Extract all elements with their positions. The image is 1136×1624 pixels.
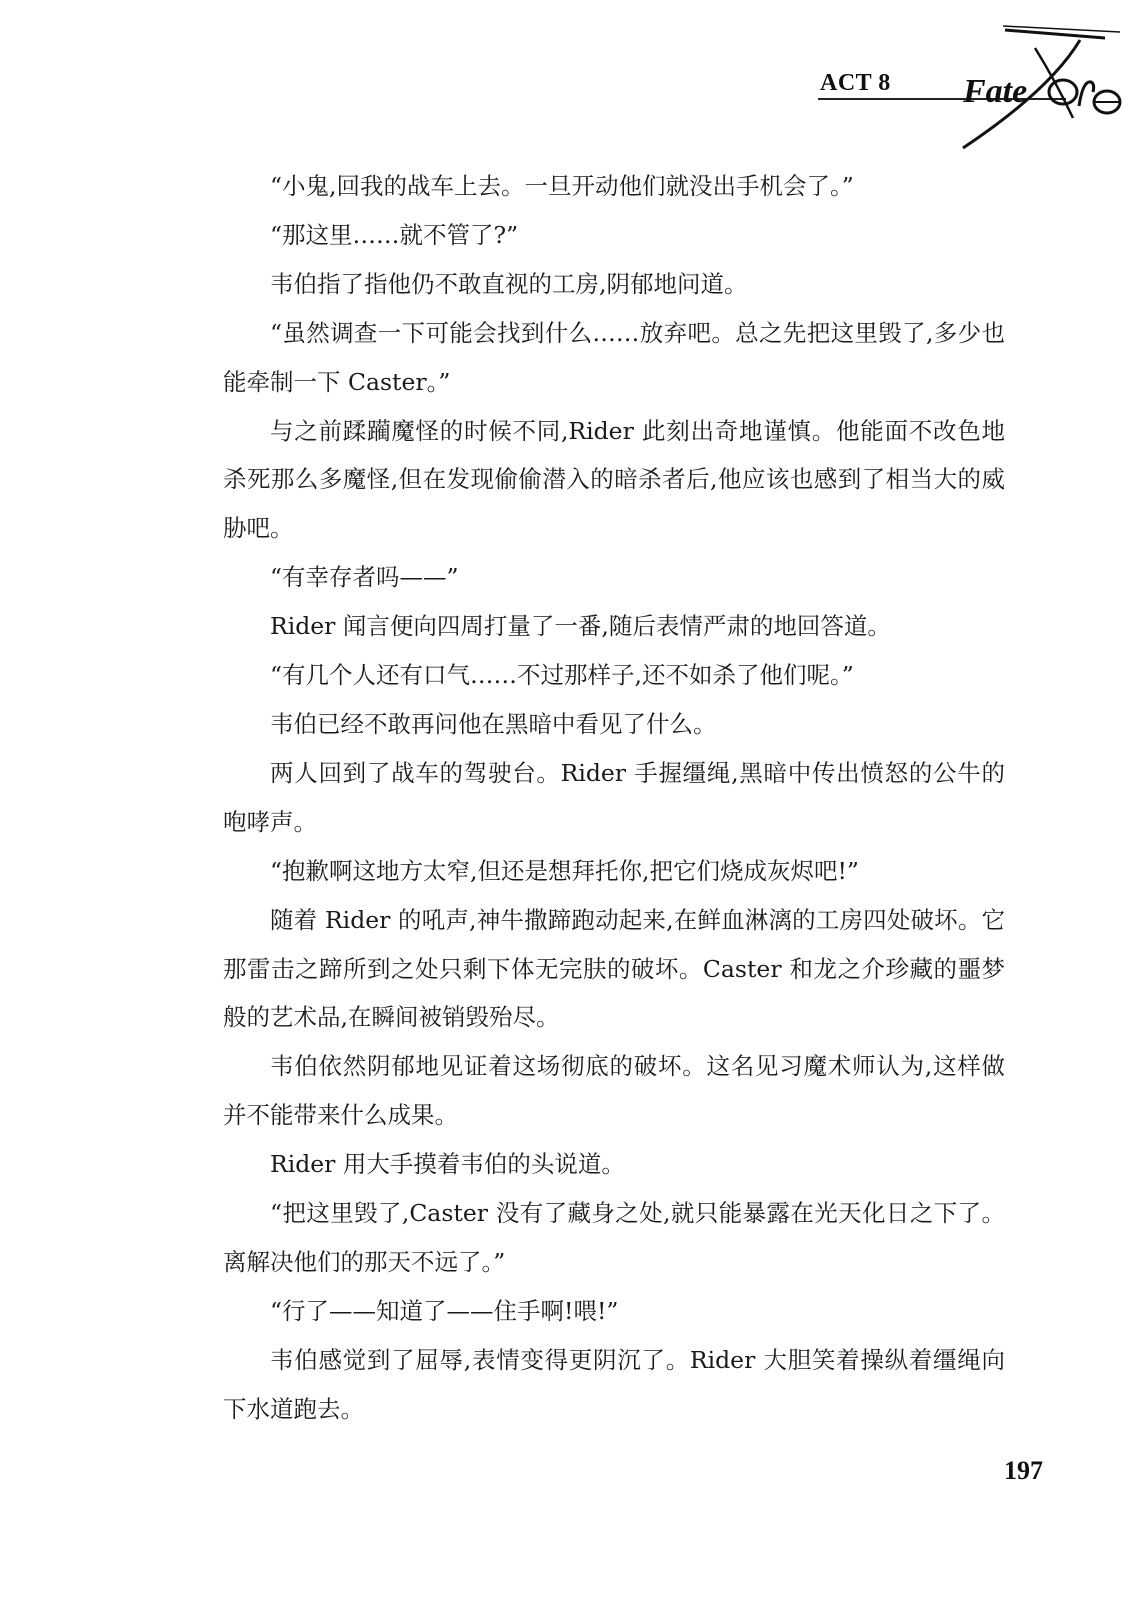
paragraph: 与之前蹂躏魔怪的时候不同,Rider 此刻出奇地谨慎。他能面不改色地杀死那么多魔怪,但在发现偷偷潜入的暗杀者后,他应该也感到了相当大的威胁吧。: [223, 416, 1005, 543]
fate-zero-logo-graphic: [955, 20, 1125, 160]
paragraph: “有几个人还有口气……不过那样子,还不如杀了他们呢。”: [270, 661, 854, 690]
paragraph: 韦伯指了指他仍不敢直视的工房,阴郁地问道。: [270, 269, 748, 298]
paragraph: “那这里……就不管了?”: [270, 220, 519, 249]
paragraph: 韦伯已经不敢再问他在黑暗中看见了什么。: [270, 709, 717, 738]
chapter-label: ACT 8: [820, 70, 891, 96]
fate-zero-logo: [955, 20, 1125, 160]
page-header: [0, 0, 1136, 160]
logo-fate-text: Fate: [963, 73, 1028, 110]
paragraph: “小鬼,回我的战车上去。一旦开动他们就没出手机会了。”: [270, 172, 854, 200]
paragraph: “把这里毁了,Caster 没有了藏身之处,就只能暴露在光天化日之下了。离解决他们的那天不远了。”: [223, 1199, 1005, 1276]
paragraph: “有幸存者吗——”: [270, 563, 459, 592]
paragraph: 随着 Rider 的吼声,神牛撒蹄跑动起来,在鲜血淋漓的工房四处破坏。它那雷击之蹄所到之处只剩下体无完肤的破坏。Caster 和龙之介珍藏的噩梦般的艺术品,在瞬间被销毁殆尽。: [223, 905, 1005, 1032]
paragraph: 韦伯感觉到了屈辱,表情变得更阴沉了。Rider 大胆笑着操纵着缰绳向下水道跑去。: [223, 1345, 1005, 1423]
body-text: [223, 162, 1005, 1434]
paragraph: 韦伯依然阴郁地见证着这场彻底的破坏。这名见习魔术师认为,这样做并不能带来什么成果。: [223, 1052, 1005, 1130]
paragraph: Rider 用大手摸着韦伯的头说道。: [270, 1150, 625, 1179]
paragraph: 两人回到了战车的驾驶台。Rider 手握缰绳,黑暗中传出愤怒的公牛的咆哮声。: [223, 758, 1005, 836]
page-number: 197: [1004, 1456, 1043, 1485]
paragraph: Rider 闻言便向四周打量了一番,随后表情严肃的地回答道。: [270, 612, 891, 641]
paragraph: “行了——知道了——住手啊!喂!”: [270, 1296, 619, 1325]
paragraph: “虽然调查一下可能会找到什么……放弃吧。总之先把这里毁了,多少也能牵制一下 Caster。”: [223, 318, 1005, 396]
paragraph: “抱歉啊这地方太窄,但还是想拜托你,把它们烧成灰烬吧!”: [270, 856, 859, 885]
